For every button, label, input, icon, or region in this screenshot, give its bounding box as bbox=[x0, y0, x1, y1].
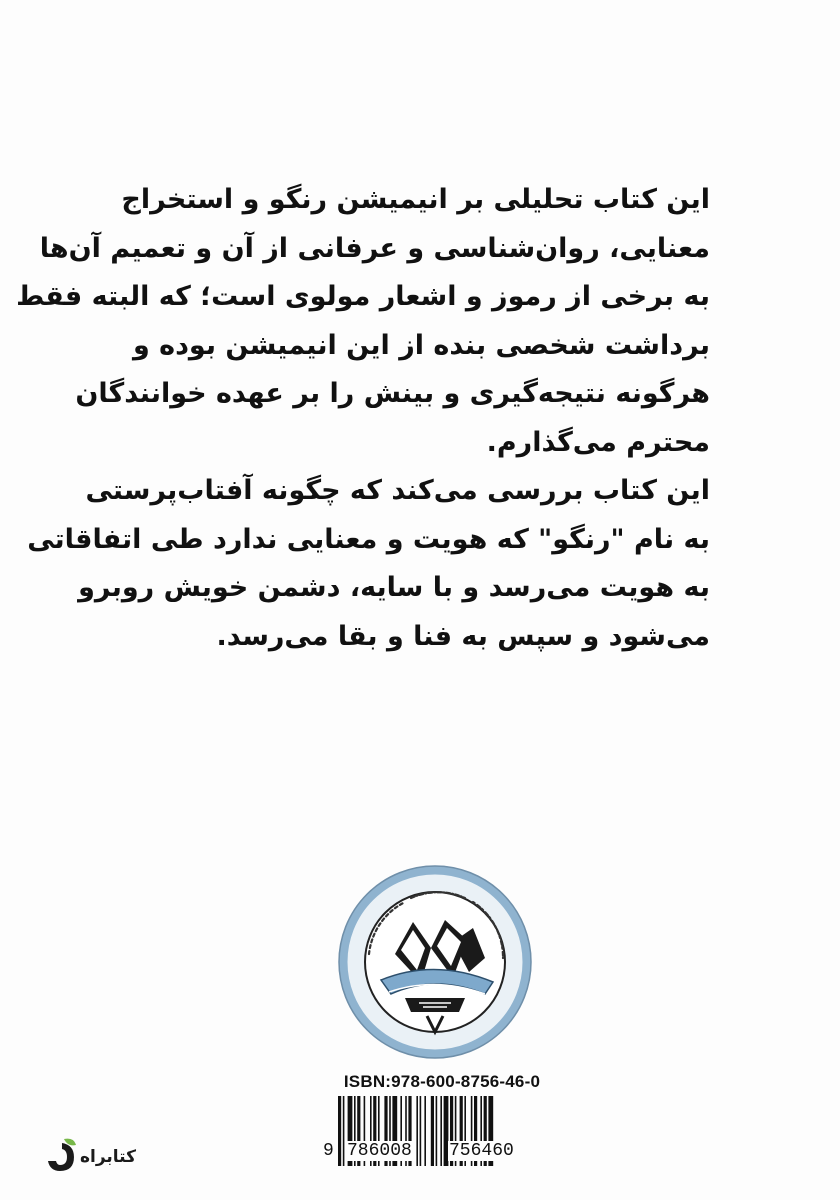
barcode-bar bbox=[424, 1096, 426, 1166]
barcode-right-digits: 756460 bbox=[449, 1141, 514, 1161]
blurb-line: به هویت می‌رسد و با سایه، دشمن خویش روبرو bbox=[78, 572, 710, 603]
blurb-line: محترم می‌گذارم. bbox=[486, 426, 710, 458]
publisher-seal bbox=[335, 862, 535, 1062]
blurb-line: هرگونه نتیجه‌گیری و بینش را بر عهده خوانندگان bbox=[75, 378, 710, 409]
barcode-left-digits: 786008 bbox=[347, 1141, 412, 1161]
ketabrah-logo-icon bbox=[40, 1137, 80, 1177]
blurb-line: معنایی، روان‌شناسی و عرفانی از آن و تعمیم آن‌ها bbox=[39, 232, 710, 264]
blurb-line: این کتاب بررسی می‌کند که چگونه آفتاب‌پرستی bbox=[85, 475, 710, 506]
blurb-line: به نام "رنگو" که هویت و معنایی ندارد طی اتفاقاتی bbox=[27, 523, 710, 555]
barcode-bar bbox=[416, 1096, 418, 1166]
blurb-line: این کتاب تحلیلی بر انیمیشن رنگو و استخراج bbox=[121, 184, 710, 215]
isbn-label: ISBN:978-600-8756-46-0 bbox=[343, 1072, 541, 1091]
barcode-bar bbox=[436, 1096, 438, 1166]
blurb-line: می‌شود و سپس به فنا و بقا می‌رسد. bbox=[216, 620, 710, 652]
blurb-line: به برخی از رموز و اشعار مولوی است؛ که البته فقط bbox=[16, 281, 710, 312]
watermark-text: کتابراه bbox=[79, 1147, 136, 1167]
ketabrah-watermark bbox=[40, 1134, 140, 1180]
barcode-bar bbox=[431, 1096, 434, 1166]
barcode-first-digit: 9 bbox=[323, 1141, 334, 1161]
barcode-bar bbox=[440, 1096, 442, 1166]
barcode-bar bbox=[420, 1096, 422, 1166]
blurb-text bbox=[16, 176, 710, 661]
barcode-bar bbox=[343, 1096, 345, 1166]
blurb-line: برداشت شخصی بنده از این انیمیشن بوده و bbox=[132, 329, 710, 361]
barcode-bar bbox=[338, 1096, 341, 1166]
